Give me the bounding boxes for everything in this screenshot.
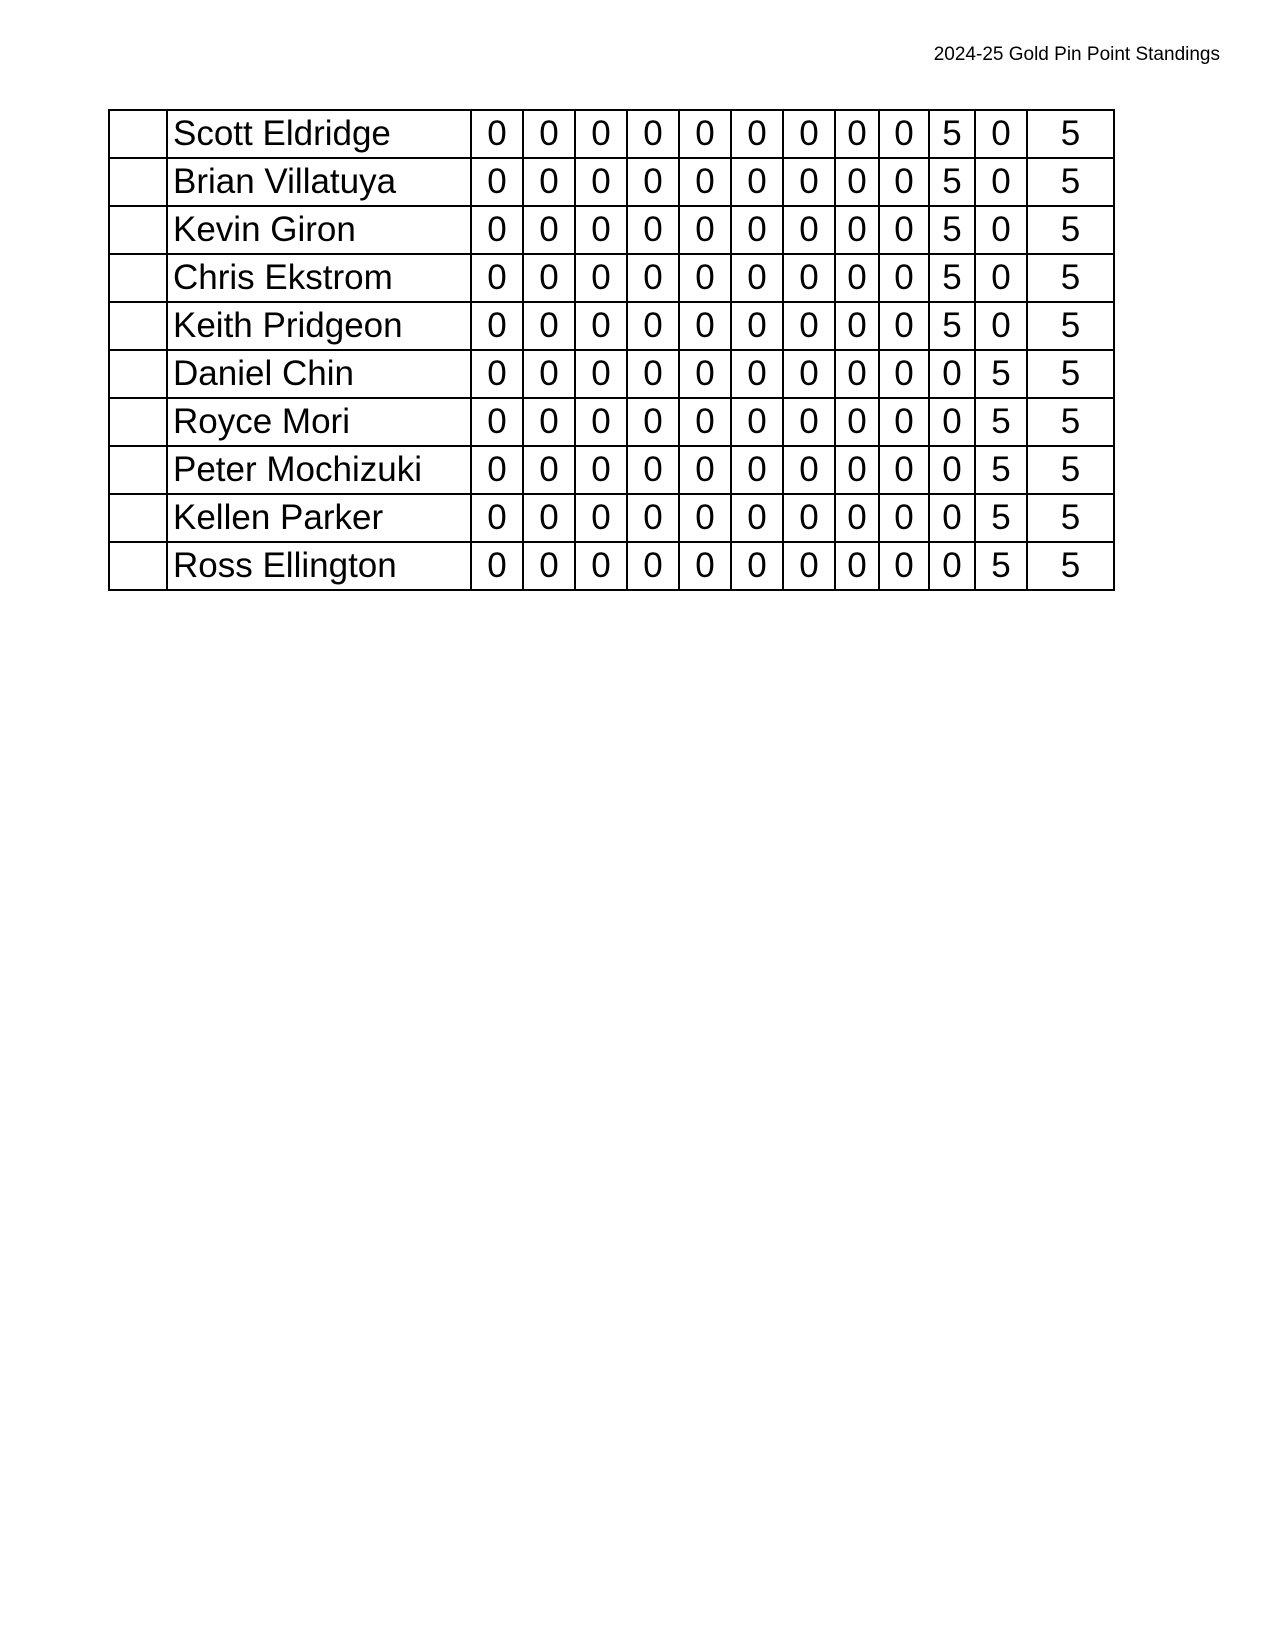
bowler-name-cell: Chris Ekstrom	[167, 254, 471, 302]
score-cell: 0	[575, 446, 627, 494]
score-cell: 0	[929, 494, 975, 542]
score-cell: 0	[783, 206, 835, 254]
bowler-name-cell: Ross Ellington	[167, 542, 471, 590]
score-cell: 0	[879, 398, 929, 446]
score-cell: 0	[783, 254, 835, 302]
score-cell: 0	[879, 446, 929, 494]
score-cell: 0	[835, 302, 879, 350]
score-cell: 0	[731, 446, 783, 494]
page-title: 2024-25 Gold Pin Point Standings	[933, 44, 1220, 65]
rank-cell	[109, 446, 167, 494]
rank-cell	[109, 494, 167, 542]
score-cell: 0	[627, 446, 679, 494]
bowler-name-cell: Kevin Giron	[167, 206, 471, 254]
score-cell: 0	[731, 158, 783, 206]
score-cell: 0	[835, 110, 879, 158]
score-cell: 0	[471, 158, 523, 206]
bowler-name-cell: Brian Villatuya	[167, 158, 471, 206]
score-cell: 0	[731, 398, 783, 446]
score-cell: 5	[929, 302, 975, 350]
score-cell: 0	[731, 254, 783, 302]
bowler-name-cell: Scott Eldridge	[167, 110, 471, 158]
bowler-name-cell: Peter Mochizuki	[167, 446, 471, 494]
score-cell: 0	[731, 494, 783, 542]
score-cell: 0	[783, 350, 835, 398]
table-row	[109, 302, 1114, 350]
rank-cell	[109, 206, 167, 254]
score-cell: 0	[783, 302, 835, 350]
bowler-name-cell: Daniel Chin	[167, 350, 471, 398]
score-cell: 0	[731, 110, 783, 158]
score-cell: 0	[783, 494, 835, 542]
score-cell: 0	[471, 446, 523, 494]
score-cell: 0	[879, 302, 929, 350]
total-points-cell: 5	[1027, 542, 1114, 590]
score-cell: 0	[575, 110, 627, 158]
table-row	[109, 494, 1114, 542]
score-cell: 0	[835, 350, 879, 398]
score-cell: 5	[975, 398, 1027, 446]
score-cell: 0	[471, 110, 523, 158]
score-cell: 0	[679, 254, 731, 302]
score-cell: 0	[975, 206, 1027, 254]
rank-cell	[109, 110, 167, 158]
score-cell: 0	[879, 350, 929, 398]
score-cell: 0	[835, 494, 879, 542]
score-cell: 0	[783, 446, 835, 494]
table-row	[109, 542, 1114, 590]
standings-table	[108, 109, 1115, 591]
score-cell: 0	[523, 254, 575, 302]
score-cell: 0	[879, 254, 929, 302]
score-cell: 0	[679, 206, 731, 254]
total-points-cell: 5	[1027, 350, 1114, 398]
table-row	[109, 254, 1114, 302]
score-cell: 0	[731, 302, 783, 350]
score-cell: 0	[627, 350, 679, 398]
score-cell: 0	[471, 494, 523, 542]
score-cell: 0	[575, 206, 627, 254]
score-cell: 0	[575, 302, 627, 350]
score-cell: 0	[471, 254, 523, 302]
score-cell: 0	[879, 494, 929, 542]
score-cell: 0	[523, 398, 575, 446]
score-cell: 0	[679, 158, 731, 206]
score-cell: 5	[929, 254, 975, 302]
score-cell: 0	[879, 110, 929, 158]
score-cell: 0	[627, 206, 679, 254]
total-points-cell: 5	[1027, 398, 1114, 446]
table-row	[109, 350, 1114, 398]
score-cell: 0	[731, 542, 783, 590]
score-cell: 0	[783, 158, 835, 206]
score-cell: 0	[679, 302, 731, 350]
score-cell: 0	[975, 110, 1027, 158]
score-cell: 0	[523, 542, 575, 590]
score-cell: 0	[879, 206, 929, 254]
score-cell: 0	[575, 542, 627, 590]
score-cell: 0	[679, 542, 731, 590]
table-row	[109, 446, 1114, 494]
score-cell: 0	[679, 446, 731, 494]
score-cell: 5	[975, 446, 1027, 494]
bowler-name-cell: Keith Pridgeon	[167, 302, 471, 350]
score-cell: 0	[975, 254, 1027, 302]
total-points-cell: 5	[1027, 206, 1114, 254]
score-cell: 0	[523, 350, 575, 398]
score-cell: 0	[835, 542, 879, 590]
score-cell: 0	[879, 542, 929, 590]
score-cell: 0	[783, 542, 835, 590]
score-cell: 0	[975, 158, 1027, 206]
rank-cell	[109, 302, 167, 350]
score-cell: 0	[627, 158, 679, 206]
score-cell: 0	[471, 206, 523, 254]
score-cell: 0	[627, 398, 679, 446]
total-points-cell: 5	[1027, 110, 1114, 158]
score-cell: 0	[835, 158, 879, 206]
score-cell: 5	[929, 110, 975, 158]
bowler-name-cell: Royce Mori	[167, 398, 471, 446]
total-points-cell: 5	[1027, 302, 1114, 350]
rank-cell	[109, 350, 167, 398]
score-cell: 0	[929, 446, 975, 494]
score-cell: 0	[575, 398, 627, 446]
score-cell: 0	[471, 350, 523, 398]
score-cell: 0	[575, 350, 627, 398]
score-cell: 0	[627, 302, 679, 350]
rank-cell	[109, 158, 167, 206]
score-cell: 0	[523, 158, 575, 206]
score-cell: 0	[523, 494, 575, 542]
score-cell: 0	[835, 446, 879, 494]
score-cell: 0	[731, 350, 783, 398]
score-cell: 0	[783, 398, 835, 446]
bowler-name-cell: Kellen Parker	[167, 494, 471, 542]
score-cell: 5	[975, 542, 1027, 590]
score-cell: 0	[471, 302, 523, 350]
score-cell: 0	[627, 494, 679, 542]
score-cell: 0	[627, 110, 679, 158]
score-cell: 0	[783, 110, 835, 158]
score-cell: 0	[523, 446, 575, 494]
score-cell: 0	[731, 206, 783, 254]
total-points-cell: 5	[1027, 494, 1114, 542]
score-cell: 0	[879, 158, 929, 206]
total-points-cell: 5	[1027, 158, 1114, 206]
table-row	[109, 110, 1114, 158]
score-cell: 0	[627, 542, 679, 590]
score-cell: 0	[523, 302, 575, 350]
score-cell: 0	[523, 206, 575, 254]
score-cell: 5	[929, 206, 975, 254]
score-cell: 0	[575, 254, 627, 302]
score-cell: 0	[679, 350, 731, 398]
score-cell: 0	[929, 542, 975, 590]
score-cell: 0	[471, 542, 523, 590]
rank-cell	[109, 542, 167, 590]
score-cell: 0	[523, 110, 575, 158]
score-cell: 0	[679, 494, 731, 542]
rank-cell	[109, 254, 167, 302]
score-cell: 0	[679, 398, 731, 446]
rank-cell	[109, 398, 167, 446]
score-cell: 0	[835, 254, 879, 302]
standings-body	[109, 110, 1114, 590]
table-row	[109, 158, 1114, 206]
total-points-cell: 5	[1027, 254, 1114, 302]
score-cell: 0	[575, 158, 627, 206]
score-cell: 0	[679, 110, 731, 158]
score-cell: 0	[627, 254, 679, 302]
score-cell: 0	[575, 494, 627, 542]
score-cell: 0	[975, 302, 1027, 350]
score-cell: 5	[929, 158, 975, 206]
score-cell: 0	[929, 350, 975, 398]
table-row	[109, 206, 1114, 254]
score-cell: 0	[471, 398, 523, 446]
table-row	[109, 398, 1114, 446]
score-cell: 0	[835, 398, 879, 446]
score-cell: 0	[835, 206, 879, 254]
total-points-cell: 5	[1027, 446, 1114, 494]
score-cell: 5	[975, 350, 1027, 398]
score-cell: 0	[929, 398, 975, 446]
score-cell: 5	[975, 494, 1027, 542]
